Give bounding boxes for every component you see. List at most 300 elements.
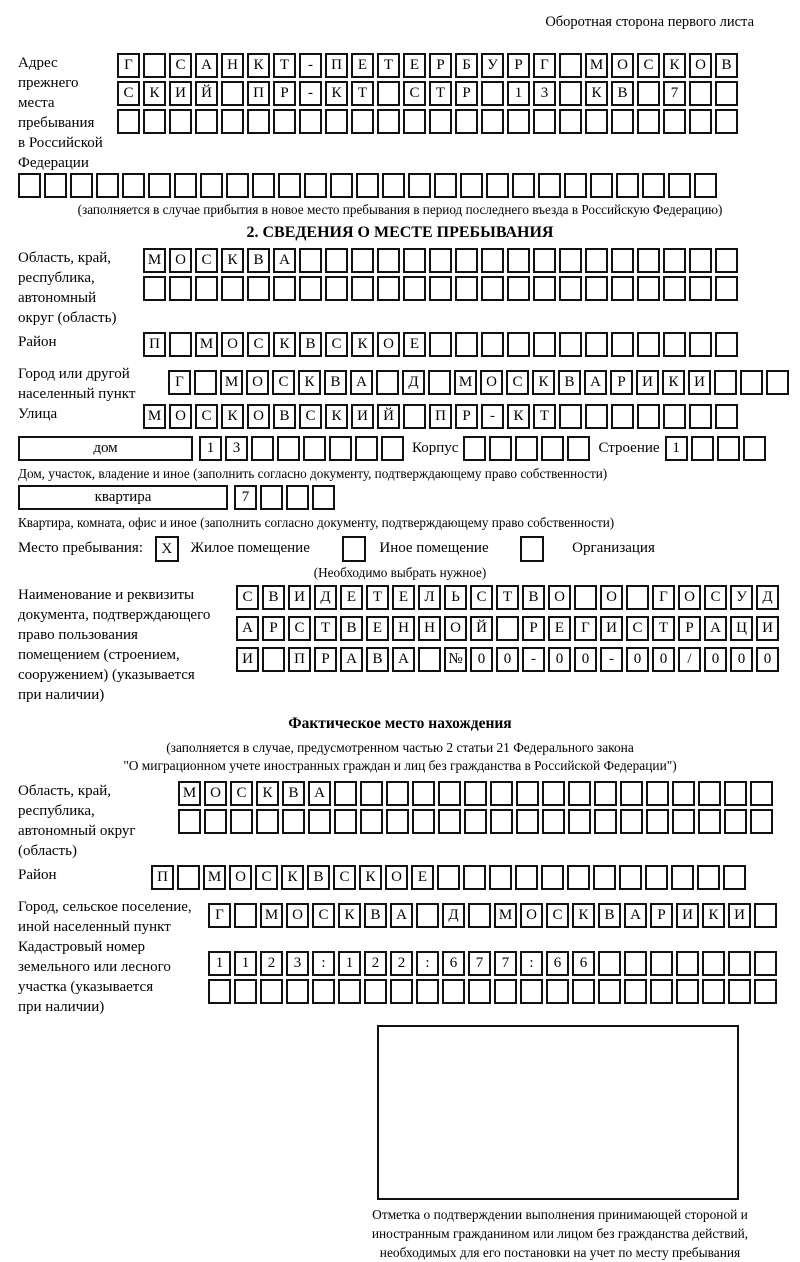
char-cell[interactable]: К (532, 370, 555, 395)
char-cell[interactable]: К (338, 903, 361, 928)
char-cell[interactable]: 1 (199, 436, 222, 461)
char-cell[interactable]: К (572, 903, 595, 928)
char-cell[interactable]: 2 (364, 951, 387, 976)
char-cell[interactable] (382, 173, 405, 198)
char-cell[interactable] (689, 109, 712, 134)
char-cell[interactable]: 0 (548, 647, 571, 672)
char-cell[interactable]: К (281, 865, 304, 890)
char-cell[interactable] (360, 809, 383, 834)
char-cell[interactable] (568, 809, 591, 834)
char-cell[interactable]: И (288, 585, 311, 610)
char-cell[interactable]: Д (756, 585, 779, 610)
char-cell[interactable] (143, 109, 166, 134)
char-cell[interactable]: Д (402, 370, 425, 395)
char-cell[interactable]: К (221, 404, 244, 429)
char-cell[interactable] (624, 979, 647, 1004)
char-cell[interactable] (221, 81, 244, 106)
char-cell[interactable]: 7 (663, 81, 686, 106)
char-cell[interactable]: : (312, 951, 335, 976)
char-cell[interactable] (585, 276, 608, 301)
char-cell[interactable] (616, 173, 639, 198)
char-cell[interactable]: Р (273, 81, 296, 106)
char-cell[interactable] (645, 865, 668, 890)
char-cell[interactable] (507, 109, 530, 134)
char-cell[interactable]: В (340, 616, 363, 641)
char-cell[interactable]: Т (351, 81, 374, 106)
char-cell[interactable] (312, 485, 335, 510)
char-cell[interactable] (489, 436, 512, 461)
char-cell[interactable]: П (151, 865, 174, 890)
char-cell[interactable]: К (273, 332, 296, 357)
char-cell[interactable] (515, 865, 538, 890)
char-cell[interactable]: Г (208, 903, 231, 928)
char-cell[interactable]: Д (314, 585, 337, 610)
char-cell[interactable]: В (558, 370, 581, 395)
char-cell[interactable] (574, 585, 597, 610)
char-cell[interactable]: 0 (652, 647, 675, 672)
char-cell[interactable]: О (678, 585, 701, 610)
char-cell[interactable] (96, 173, 119, 198)
char-cell[interactable] (533, 332, 556, 357)
char-cell[interactable] (252, 173, 275, 198)
char-cell[interactable]: С (195, 248, 218, 273)
char-cell[interactable]: Е (403, 332, 426, 357)
char-cell[interactable]: - (481, 404, 504, 429)
char-cell[interactable]: Е (366, 616, 389, 641)
char-cell[interactable] (221, 276, 244, 301)
char-cell[interactable]: Г (117, 53, 140, 78)
char-cell[interactable] (689, 276, 712, 301)
char-cell[interactable]: С (288, 616, 311, 641)
char-cell[interactable] (646, 809, 669, 834)
char-cell[interactable] (356, 173, 379, 198)
char-cell[interactable]: К (359, 865, 382, 890)
char-cell[interactable] (442, 979, 465, 1004)
char-cell[interactable] (507, 276, 530, 301)
char-cell[interactable]: 3 (533, 81, 556, 106)
char-cell[interactable]: Г (168, 370, 191, 395)
char-cell[interactable] (620, 781, 643, 806)
char-cell[interactable]: 2 (260, 951, 283, 976)
char-cell[interactable]: 6 (442, 951, 465, 976)
char-cell[interactable]: О (246, 370, 269, 395)
char-cell[interactable] (507, 248, 530, 273)
char-cell[interactable] (663, 109, 686, 134)
char-cell[interactable]: С (333, 865, 356, 890)
char-cell[interactable] (251, 436, 274, 461)
char-cell[interactable]: М (454, 370, 477, 395)
char-cell[interactable] (418, 647, 441, 672)
char-cell[interactable] (728, 979, 751, 1004)
char-cell[interactable] (637, 109, 660, 134)
char-cell[interactable]: В (522, 585, 545, 610)
char-cell[interactable]: О (480, 370, 503, 395)
char-cell[interactable] (351, 276, 374, 301)
char-cell[interactable] (676, 979, 699, 1004)
char-cell[interactable]: Т (496, 585, 519, 610)
char-cell[interactable] (364, 979, 387, 1004)
char-cell[interactable]: / (678, 647, 701, 672)
char-cell[interactable]: О (247, 404, 270, 429)
char-cell[interactable] (481, 109, 504, 134)
char-cell[interactable]: О (286, 903, 309, 928)
char-cell[interactable] (70, 173, 93, 198)
char-cell[interactable] (221, 109, 244, 134)
char-cell[interactable]: С (255, 865, 278, 890)
char-cell[interactable] (715, 332, 738, 357)
char-cell[interactable] (520, 979, 543, 1004)
char-cell[interactable] (286, 485, 309, 510)
char-cell[interactable] (143, 276, 166, 301)
char-cell[interactable]: Р (455, 404, 478, 429)
char-cell[interactable]: Р (522, 616, 545, 641)
char-cell[interactable]: 3 (286, 951, 309, 976)
char-cell[interactable]: К (702, 903, 725, 928)
char-cell[interactable]: 6 (546, 951, 569, 976)
char-cell[interactable] (689, 248, 712, 273)
char-cell[interactable]: А (584, 370, 607, 395)
char-cell[interactable] (312, 979, 335, 1004)
char-cell[interactable]: А (340, 647, 363, 672)
char-cell[interactable] (174, 173, 197, 198)
char-cell[interactable]: В (282, 781, 305, 806)
char-cell[interactable]: Т (377, 53, 400, 78)
char-cell[interactable] (626, 585, 649, 610)
char-cell[interactable] (390, 979, 413, 1004)
char-cell[interactable]: К (351, 332, 374, 357)
char-cell[interactable] (351, 109, 374, 134)
char-cell[interactable]: - (299, 81, 322, 106)
char-cell[interactable] (663, 332, 686, 357)
char-cell[interactable] (44, 173, 67, 198)
char-cell[interactable] (559, 332, 582, 357)
char-cell[interactable] (672, 809, 695, 834)
char-cell[interactable] (299, 109, 322, 134)
char-cell[interactable]: 3 (225, 436, 248, 461)
char-cell[interactable] (299, 276, 322, 301)
char-cell[interactable]: С (506, 370, 529, 395)
char-cell[interactable] (481, 276, 504, 301)
char-cell[interactable]: - (522, 647, 545, 672)
char-cell[interactable] (533, 248, 556, 273)
char-cell[interactable] (143, 53, 166, 78)
char-cell[interactable]: К (662, 370, 685, 395)
char-cell[interactable]: П (325, 53, 348, 78)
char-cell[interactable] (403, 248, 426, 273)
char-cell[interactable]: К (585, 81, 608, 106)
char-cell[interactable] (533, 276, 556, 301)
char-cell[interactable]: Т (533, 404, 556, 429)
char-cell[interactable]: К (143, 81, 166, 106)
char-cell[interactable] (611, 404, 634, 429)
char-cell[interactable]: В (715, 53, 738, 78)
char-cell[interactable]: О (600, 585, 623, 610)
char-cell[interactable] (663, 248, 686, 273)
char-cell[interactable]: С (117, 81, 140, 106)
char-cell[interactable] (717, 436, 740, 461)
char-cell[interactable] (559, 248, 582, 273)
char-cell[interactable] (481, 332, 504, 357)
char-cell[interactable] (455, 332, 478, 357)
char-cell[interactable]: 0 (574, 647, 597, 672)
char-cell[interactable]: П (288, 647, 311, 672)
char-cell[interactable] (429, 248, 452, 273)
char-cell[interactable] (256, 809, 279, 834)
char-cell[interactable] (715, 276, 738, 301)
char-cell[interactable] (542, 781, 565, 806)
char-cell[interactable]: Е (392, 585, 415, 610)
char-cell[interactable]: У (730, 585, 753, 610)
char-cell[interactable] (637, 332, 660, 357)
char-cell[interactable]: П (143, 332, 166, 357)
char-cell[interactable] (464, 809, 487, 834)
char-cell[interactable]: Н (418, 616, 441, 641)
char-cell[interactable]: 0 (470, 647, 493, 672)
char-cell[interactable] (516, 809, 539, 834)
char-cell[interactable] (377, 248, 400, 273)
char-cell[interactable]: П (247, 81, 270, 106)
char-cell[interactable]: О (385, 865, 408, 890)
char-cell[interactable] (325, 276, 348, 301)
char-cell[interactable] (694, 173, 717, 198)
char-cell[interactable] (169, 276, 192, 301)
char-cell[interactable]: В (307, 865, 330, 890)
char-cell[interactable] (195, 276, 218, 301)
char-cell[interactable] (386, 809, 409, 834)
char-cell[interactable]: С (546, 903, 569, 928)
char-cell[interactable] (598, 951, 621, 976)
char-cell[interactable] (650, 979, 673, 1004)
char-cell[interactable] (408, 173, 431, 198)
char-cell[interactable]: 7 (468, 951, 491, 976)
char-cell[interactable]: К (507, 404, 530, 429)
char-cell[interactable]: В (273, 404, 296, 429)
char-cell[interactable] (676, 951, 699, 976)
char-cell[interactable]: В (611, 81, 634, 106)
char-cell[interactable] (416, 903, 439, 928)
char-cell[interactable] (715, 248, 738, 273)
char-cell[interactable]: О (221, 332, 244, 357)
char-cell[interactable] (715, 404, 738, 429)
char-cell[interactable] (689, 81, 712, 106)
char-cell[interactable]: 7 (494, 951, 517, 976)
char-cell[interactable]: М (260, 903, 283, 928)
char-cell[interactable]: П (429, 404, 452, 429)
char-cell[interactable]: Ц (730, 616, 753, 641)
char-cell[interactable] (460, 173, 483, 198)
char-cell[interactable] (381, 436, 404, 461)
char-cell[interactable] (671, 865, 694, 890)
char-cell[interactable] (697, 865, 720, 890)
char-cell[interactable]: С (169, 53, 192, 78)
char-cell[interactable] (559, 276, 582, 301)
char-cell[interactable] (262, 647, 285, 672)
char-cell[interactable]: С (403, 81, 426, 106)
char-cell[interactable] (325, 109, 348, 134)
char-cell[interactable]: : (416, 951, 439, 976)
char-cell[interactable] (299, 248, 322, 273)
char-cell[interactable] (750, 781, 773, 806)
char-cell[interactable] (611, 109, 634, 134)
char-cell[interactable]: С (236, 585, 259, 610)
char-cell[interactable]: Р (610, 370, 633, 395)
char-cell[interactable] (468, 903, 491, 928)
char-cell[interactable]: С (299, 404, 322, 429)
char-cell[interactable] (303, 436, 326, 461)
char-cell[interactable]: А (273, 248, 296, 273)
char-cell[interactable] (533, 109, 556, 134)
char-cell[interactable]: Р (455, 81, 478, 106)
char-cell[interactable]: Г (533, 53, 556, 78)
char-cell[interactable]: К (325, 81, 348, 106)
char-cell[interactable] (148, 173, 171, 198)
char-cell[interactable] (122, 173, 145, 198)
char-cell[interactable] (494, 979, 517, 1004)
char-cell[interactable] (334, 781, 357, 806)
char-cell[interactable]: - (600, 647, 623, 672)
char-cell[interactable] (585, 109, 608, 134)
char-cell[interactable]: С (626, 616, 649, 641)
char-cell[interactable]: В (364, 903, 387, 928)
char-cell[interactable] (750, 809, 773, 834)
char-cell[interactable]: С (272, 370, 295, 395)
char-cell[interactable]: С (247, 332, 270, 357)
char-cell[interactable] (286, 979, 309, 1004)
char-cell[interactable]: М (220, 370, 243, 395)
char-cell[interactable] (247, 109, 270, 134)
char-cell[interactable]: Т (652, 616, 675, 641)
char-cell[interactable]: К (325, 404, 348, 429)
char-cell[interactable]: Р (507, 53, 530, 78)
char-cell[interactable]: О (169, 404, 192, 429)
char-cell[interactable] (620, 809, 643, 834)
char-cell[interactable] (572, 979, 595, 1004)
char-cell[interactable]: 0 (730, 647, 753, 672)
char-cell[interactable]: М (143, 404, 166, 429)
char-cell[interactable] (698, 781, 721, 806)
char-cell[interactable] (169, 332, 192, 357)
char-cell[interactable] (178, 809, 201, 834)
char-cell[interactable]: М (178, 781, 201, 806)
char-cell[interactable]: С (195, 404, 218, 429)
char-cell[interactable]: Ь (444, 585, 467, 610)
char-cell[interactable] (377, 276, 400, 301)
char-cell[interactable]: С (704, 585, 727, 610)
char-cell[interactable] (308, 809, 331, 834)
char-cell[interactable]: 1 (234, 951, 257, 976)
char-cell[interactable] (637, 81, 660, 106)
char-cell[interactable] (429, 332, 452, 357)
char-cell[interactable]: С (230, 781, 253, 806)
char-cell[interactable]: Б (455, 53, 478, 78)
char-cell[interactable]: О (444, 616, 467, 641)
char-cell[interactable]: А (704, 616, 727, 641)
char-cell[interactable] (724, 809, 747, 834)
char-cell[interactable] (567, 865, 590, 890)
char-cell[interactable] (429, 276, 452, 301)
char-cell[interactable]: О (520, 903, 543, 928)
char-cell[interactable] (546, 979, 569, 1004)
char-cell[interactable] (691, 436, 714, 461)
char-cell[interactable]: В (247, 248, 270, 273)
char-cell[interactable]: М (143, 248, 166, 273)
char-cell[interactable] (329, 436, 352, 461)
checkbox-organizaciya[interactable] (520, 536, 544, 562)
char-cell[interactable] (698, 809, 721, 834)
char-cell[interactable]: А (308, 781, 331, 806)
char-cell[interactable] (200, 173, 223, 198)
char-cell[interactable]: Е (548, 616, 571, 641)
char-cell[interactable] (689, 332, 712, 357)
char-cell[interactable] (489, 865, 512, 890)
char-cell[interactable] (455, 276, 478, 301)
char-cell[interactable] (512, 173, 535, 198)
char-cell[interactable] (590, 173, 613, 198)
char-cell[interactable] (464, 781, 487, 806)
char-cell[interactable] (377, 81, 400, 106)
char-cell[interactable]: К (247, 53, 270, 78)
char-cell[interactable] (663, 276, 686, 301)
char-cell[interactable] (230, 809, 253, 834)
char-cell[interactable] (715, 81, 738, 106)
char-cell[interactable] (740, 370, 763, 395)
char-cell[interactable]: С (637, 53, 660, 78)
char-cell[interactable]: 0 (496, 647, 519, 672)
char-cell[interactable]: - (299, 53, 322, 78)
char-cell[interactable] (490, 781, 513, 806)
char-cell[interactable] (564, 173, 587, 198)
char-cell[interactable] (642, 173, 665, 198)
char-cell[interactable] (585, 248, 608, 273)
char-cell[interactable] (702, 951, 725, 976)
char-cell[interactable]: Р (314, 647, 337, 672)
char-cell[interactable] (386, 781, 409, 806)
char-cell[interactable] (559, 109, 582, 134)
char-cell[interactable] (594, 781, 617, 806)
char-cell[interactable] (507, 332, 530, 357)
char-cell[interactable] (619, 865, 642, 890)
char-cell[interactable]: 1 (507, 81, 530, 106)
char-cell[interactable] (177, 865, 200, 890)
char-cell[interactable]: 1 (338, 951, 361, 976)
char-cell[interactable] (481, 248, 504, 273)
char-cell[interactable]: О (689, 53, 712, 78)
char-cell[interactable] (585, 404, 608, 429)
char-cell[interactable]: 1 (665, 436, 688, 461)
char-cell[interactable]: М (494, 903, 517, 928)
char-cell[interactable] (455, 109, 478, 134)
char-cell[interactable]: О (548, 585, 571, 610)
char-cell[interactable]: Р (650, 903, 673, 928)
char-cell[interactable]: М (585, 53, 608, 78)
char-cell[interactable] (204, 809, 227, 834)
char-cell[interactable] (723, 865, 746, 890)
char-cell[interactable] (568, 781, 591, 806)
char-cell[interactable] (541, 436, 564, 461)
char-cell[interactable] (325, 248, 348, 273)
char-cell[interactable] (304, 173, 327, 198)
char-cell[interactable]: И (351, 404, 374, 429)
char-cell[interactable]: О (169, 248, 192, 273)
char-cell[interactable]: В (299, 332, 322, 357)
char-cell[interactable] (437, 865, 460, 890)
char-cell[interactable]: И (728, 903, 751, 928)
char-cell[interactable] (438, 781, 461, 806)
char-cell[interactable] (650, 951, 673, 976)
char-cell[interactable] (541, 865, 564, 890)
char-cell[interactable] (672, 781, 695, 806)
char-cell[interactable]: Р (262, 616, 285, 641)
